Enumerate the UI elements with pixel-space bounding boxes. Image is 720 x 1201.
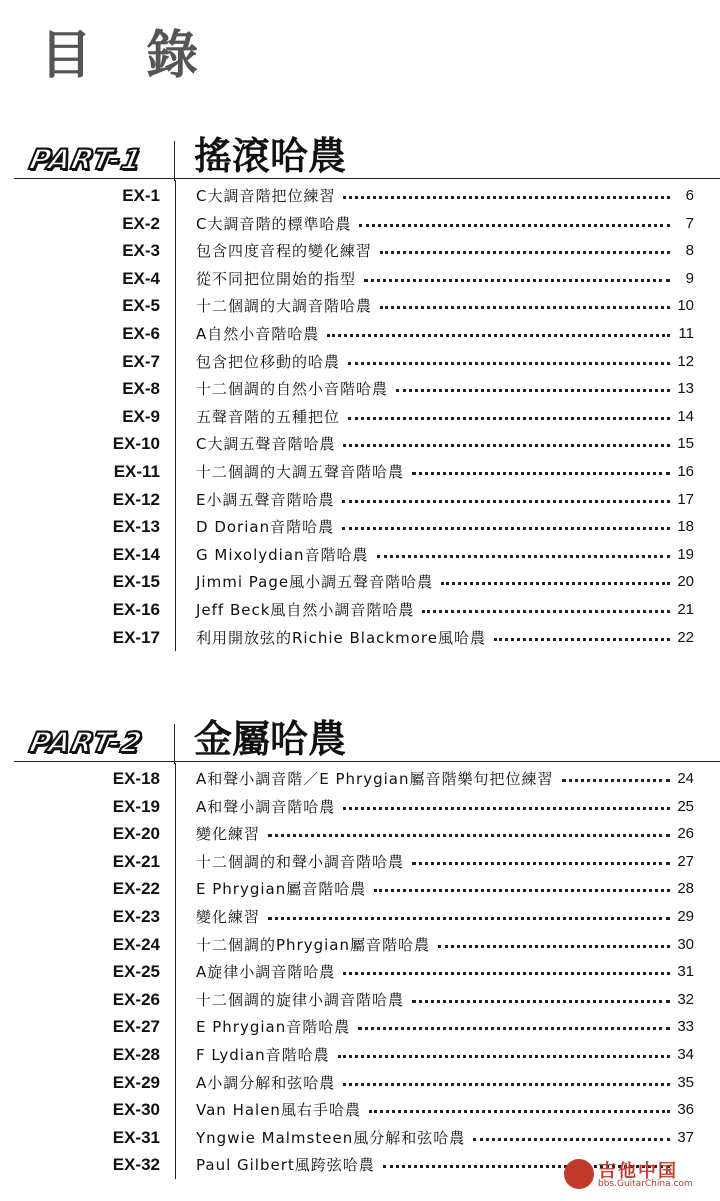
entry-line — [196, 875, 674, 902]
entry-line — [196, 348, 674, 375]
dot-leader — [343, 1083, 670, 1086]
part-rule — [14, 178, 720, 179]
dot-leader — [494, 638, 670, 641]
toc-entry — [0, 265, 720, 292]
entry-line — [196, 237, 674, 264]
exercise-title: A自然小音階哈農 — [196, 325, 320, 343]
dot-leader — [358, 1027, 670, 1030]
exercise-title: 十二個調的大調五聲音階哈農 — [196, 463, 405, 481]
exercise-title: 包含四度音程的變化練習 — [196, 242, 373, 260]
exercise-title: G Mixolydian音階哈農 — [196, 546, 369, 564]
part-title: 金屬哈農 — [194, 717, 347, 761]
page-number: 34 — [677, 1046, 694, 1063]
entry-line — [196, 375, 674, 402]
exercise-title: C大調五聲音階哈農 — [196, 435, 336, 453]
watermark-logo-icon — [564, 1159, 594, 1189]
page-number: 10 — [677, 297, 694, 314]
entry-line — [196, 624, 674, 651]
exercise-title: 十二個調的Phrygian屬音階哈農 — [196, 936, 430, 954]
dot-leader — [441, 582, 670, 585]
page-number: 29 — [677, 908, 694, 925]
exercise-number: EX-9 — [122, 407, 160, 426]
exercise-number: EX-30 — [112, 1100, 160, 1119]
entry-line — [196, 903, 674, 930]
exercise-title: D Dorian音階哈農 — [196, 518, 335, 536]
entry-line — [196, 458, 674, 485]
dot-leader — [377, 555, 670, 558]
part-badge: PART-2 — [26, 726, 146, 759]
exercise-number: EX-29 — [112, 1073, 160, 1092]
page-number: 21 — [677, 601, 694, 618]
exercise-number: EX-18 — [112, 769, 160, 788]
entry-line — [196, 958, 674, 985]
page-number: 13 — [677, 380, 694, 397]
exercise-number: EX-32 — [112, 1155, 160, 1174]
page-number: 28 — [677, 880, 694, 897]
toc-entry — [0, 1013, 720, 1040]
toc-entry — [0, 210, 720, 237]
exercise-title: Van Halen風右手哈農 — [196, 1101, 361, 1119]
toc-entry — [0, 848, 720, 875]
dot-leader — [374, 889, 670, 892]
page-number: 17 — [677, 491, 694, 508]
toc-entry — [0, 903, 720, 930]
entry-line — [196, 403, 674, 430]
dot-leader — [422, 610, 670, 613]
entry-line — [196, 486, 674, 513]
dot-leader — [268, 917, 670, 920]
exercise-number: EX-17 — [112, 628, 160, 647]
exercise-title: E小調五聲音階哈農 — [196, 491, 335, 509]
toc-entry — [0, 793, 720, 820]
toc-entry — [0, 1041, 720, 1068]
toc-entry — [0, 1124, 720, 1151]
toc-entry — [0, 375, 720, 402]
exercise-title: Paul Gilbert風跨弦哈農 — [196, 1156, 375, 1174]
page-number: 11 — [678, 325, 694, 342]
entry-line — [196, 765, 674, 792]
exercise-title: C大調音階把位練習 — [196, 187, 336, 205]
page-number: 6 — [685, 187, 694, 204]
dot-leader — [348, 362, 670, 365]
entry-line — [196, 568, 674, 595]
entry-line — [196, 596, 674, 623]
toc-entry — [0, 486, 720, 513]
dot-leader — [473, 1138, 670, 1141]
watermark-subtext: bbs.GuitarChina.com — [598, 1179, 693, 1189]
exercise-number: EX-16 — [112, 600, 160, 619]
entry-line — [196, 265, 674, 292]
exercise-title: Jimmi Page風小調五聲音階哈農 — [196, 573, 434, 591]
toc-entry — [0, 765, 720, 792]
exercise-title: E Phrygian屬音階哈農 — [196, 880, 367, 898]
toc-entry — [0, 348, 720, 375]
entry-line — [196, 210, 674, 237]
page-number: 36 — [677, 1101, 694, 1118]
exercise-title: 十二個調的和聲小調音階哈農 — [196, 853, 405, 871]
entry-line — [196, 1069, 674, 1096]
entry-line — [196, 848, 674, 875]
toc-entry — [0, 1069, 720, 1096]
exercise-number: EX-1 — [122, 186, 160, 205]
dot-leader — [342, 500, 670, 503]
exercise-title: 十二個調的旋律小調音階哈農 — [196, 991, 405, 1009]
toc-entry — [0, 430, 720, 457]
exercise-number: EX-25 — [112, 962, 160, 981]
exercise-number: EX-15 — [112, 572, 160, 591]
page-number: 9 — [685, 270, 694, 287]
dot-leader — [343, 196, 670, 199]
exercise-title: A和聲小調音階／E Phrygian屬音階樂句把位練習 — [196, 770, 554, 788]
toc-entry — [0, 237, 720, 264]
dot-leader — [412, 862, 670, 865]
page-number: 7 — [685, 215, 694, 232]
exercise-number: EX-10 — [112, 434, 160, 453]
toc-entry — [0, 292, 720, 319]
toc-entry — [0, 513, 720, 540]
page-number: 32 — [677, 991, 694, 1008]
page-number: 35 — [677, 1074, 694, 1091]
exercise-title: E Phrygian音階哈農 — [196, 1018, 351, 1036]
toc-entry — [0, 958, 720, 985]
exercise-number: EX-7 — [122, 352, 160, 371]
part-separator — [174, 141, 175, 181]
exercise-title: Jeff Beck風自然小調音階哈農 — [196, 601, 415, 619]
watermark-text: 吉他中国 — [598, 1161, 678, 1182]
part-separator — [174, 724, 175, 764]
exercise-title: A和聲小調音階哈農 — [196, 798, 336, 816]
part-badge: PART-1 — [26, 143, 146, 176]
exercise-number: EX-12 — [112, 490, 160, 509]
toc-entry — [0, 182, 720, 209]
exercise-number: EX-8 — [122, 379, 160, 398]
entry-line — [196, 430, 674, 457]
exercise-number: EX-20 — [112, 824, 160, 843]
entry-line — [196, 292, 674, 319]
toc-entry — [0, 1096, 720, 1123]
toc-entry — [0, 596, 720, 623]
dot-leader — [343, 444, 670, 447]
exercise-title: Yngwie Malmsteen風分解和弦哈農 — [196, 1129, 466, 1147]
exercise-number: EX-6 — [122, 324, 160, 343]
toc-entry — [0, 986, 720, 1013]
toc-entry — [0, 541, 720, 568]
exercise-number: EX-24 — [112, 935, 160, 954]
page-number: 19 — [677, 546, 694, 563]
dot-leader — [412, 472, 670, 475]
dot-leader — [268, 834, 670, 837]
toc-entry — [0, 820, 720, 847]
entry-line — [196, 1124, 674, 1151]
exercise-number: EX-23 — [112, 907, 160, 926]
dot-leader — [327, 334, 670, 337]
page-number: 12 — [677, 353, 694, 370]
exercise-title: 五聲音階的五種把位 — [196, 408, 341, 426]
exercise-number: EX-11 — [113, 462, 160, 481]
part-rule — [14, 761, 720, 762]
exercise-number: EX-13 — [112, 517, 160, 536]
dot-leader — [412, 1000, 670, 1003]
dot-leader — [359, 224, 670, 227]
dot-leader — [348, 417, 670, 420]
exercise-title: A旋律小調音階哈農 — [196, 963, 336, 981]
exercise-title: 十二個調的自然小音階哈農 — [196, 380, 389, 398]
toc-entry — [0, 458, 720, 485]
dot-leader — [562, 779, 671, 782]
dot-leader — [438, 945, 670, 948]
toc-entry — [0, 403, 720, 430]
entry-line — [196, 931, 674, 958]
exercise-number: EX-2 — [122, 214, 160, 233]
part-title: 搖滾哈農 — [194, 134, 347, 178]
dot-leader — [343, 807, 670, 810]
dot-leader — [380, 251, 670, 254]
page-number: 37 — [677, 1129, 694, 1146]
toc-entry — [0, 320, 720, 347]
entry-line — [196, 793, 674, 820]
dot-leader — [396, 389, 670, 392]
page-number: 22 — [677, 629, 694, 646]
page-number: 33 — [677, 1018, 694, 1035]
page-number: 25 — [677, 798, 694, 815]
dot-leader — [369, 1110, 670, 1113]
exercise-title: 包含把位移動的哈農 — [196, 353, 341, 371]
entry-line — [196, 1041, 674, 1068]
exercise-title: 利用開放弦的Richie Blackmore風哈農 — [196, 629, 486, 647]
page-number: 24 — [677, 770, 694, 787]
entry-line — [196, 820, 674, 847]
entry-line — [196, 182, 674, 209]
entry-line — [196, 1096, 674, 1123]
exercise-number: EX-14 — [112, 545, 160, 564]
exercise-number: EX-19 — [112, 797, 160, 816]
exercise-number: EX-4 — [122, 269, 160, 288]
page-number: 30 — [677, 936, 694, 953]
dot-leader — [342, 527, 670, 530]
page-number: 18 — [677, 518, 694, 535]
exercise-title: 從不同把位開始的指型 — [196, 270, 357, 288]
entry-line — [196, 320, 674, 347]
page-number: 27 — [677, 853, 694, 870]
toc-entry — [0, 568, 720, 595]
page-number: 16 — [677, 463, 694, 480]
entry-line — [196, 986, 674, 1013]
entry-line — [196, 541, 674, 568]
page-title: 目 錄 — [40, 26, 217, 86]
watermark — [564, 1157, 714, 1193]
dot-leader — [343, 972, 670, 975]
page-number: 14 — [677, 408, 694, 425]
exercise-number: EX-28 — [112, 1045, 160, 1064]
page-number: 8 — [685, 242, 694, 259]
exercise-title: 變化練習 — [196, 908, 261, 926]
dot-leader — [364, 279, 670, 282]
exercise-number: EX-26 — [112, 990, 160, 1009]
exercise-title: 十二個調的大調音階哈農 — [196, 297, 373, 315]
page-number: 20 — [677, 573, 694, 590]
page-number: 15 — [677, 435, 694, 452]
exercise-number: EX-5 — [122, 296, 160, 315]
exercise-title: 變化練習 — [196, 825, 261, 843]
page-number: 31 — [677, 963, 694, 980]
exercise-number: EX-31 — [112, 1128, 160, 1147]
entry-line — [196, 1013, 674, 1040]
exercise-title: F Lydian音階哈農 — [196, 1046, 330, 1064]
page-number: 26 — [677, 825, 694, 842]
exercise-title: C大調音階的標準哈農 — [196, 215, 352, 233]
exercise-number: EX-3 — [122, 241, 160, 260]
exercise-number: EX-22 — [112, 879, 160, 898]
toc-entry — [0, 875, 720, 902]
exercise-number: EX-21 — [112, 852, 160, 871]
dot-leader — [380, 306, 670, 309]
dot-leader — [338, 1055, 670, 1058]
exercise-title: A小調分解和弦哈農 — [196, 1074, 336, 1092]
toc-entry — [0, 624, 720, 651]
toc-entry — [0, 931, 720, 958]
exercise-number: EX-27 — [112, 1017, 160, 1036]
entry-line — [196, 513, 674, 540]
